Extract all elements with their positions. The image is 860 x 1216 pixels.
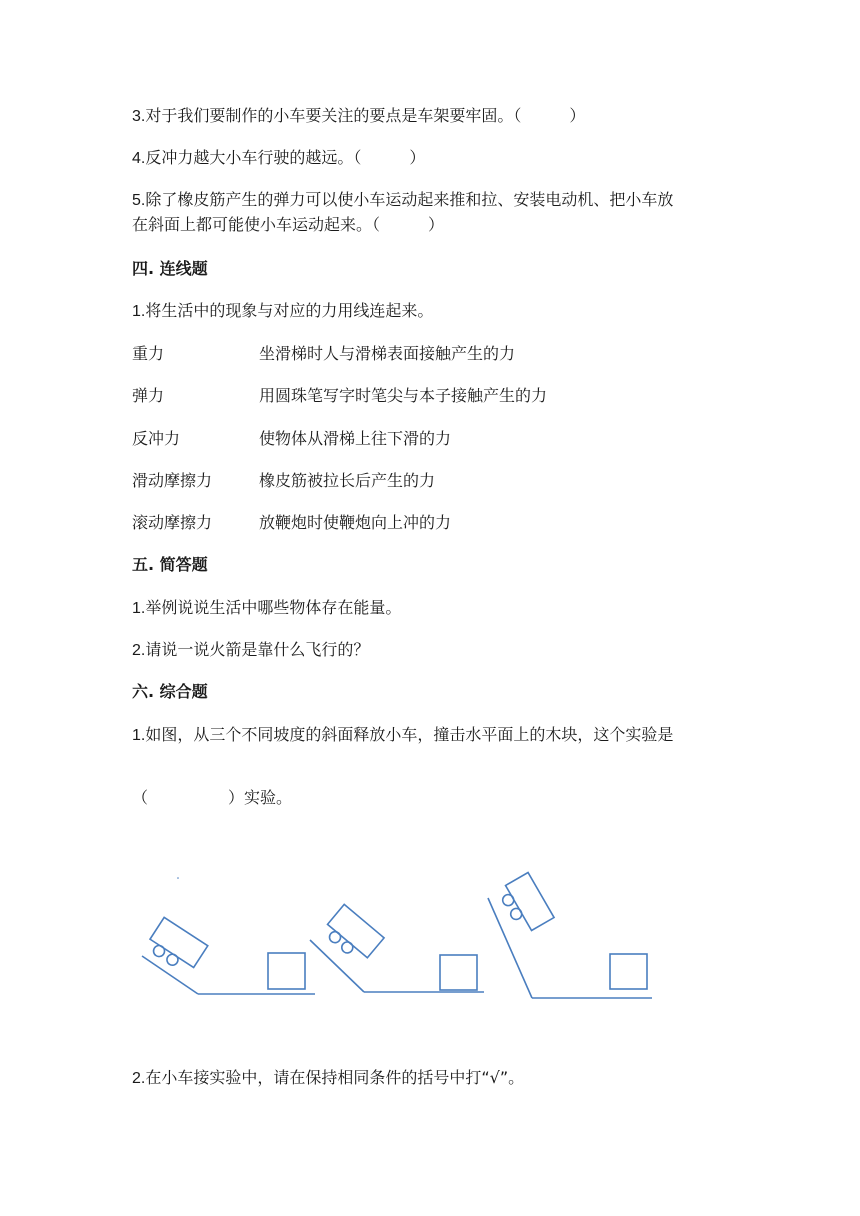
- ramp-setup-1: [142, 917, 315, 994]
- section-heading-comprehensive: 六. 综合题: [132, 682, 208, 701]
- judgement-item-5-line1: [132, 188, 673, 213]
- item-text: 在小车接实验中，请在保持相同条件的括号中打“√”。: [145, 1068, 525, 1087]
- item-number: 2.: [132, 1070, 146, 1087]
- wooden-block: [440, 955, 477, 990]
- phenomenon-label: 使物体从滑梯上往下滑的力: [259, 429, 452, 448]
- item-text: 请说一说火箭是靠什么飞行的？: [145, 640, 370, 659]
- judgement-item-5-line2: [132, 213, 444, 237]
- wheel-icon: [501, 893, 516, 908]
- wheel-icon: [509, 906, 524, 921]
- phenomenon-label: 用圆珠笔写字时笔尖与本子接触产生的力: [259, 386, 548, 405]
- section-heading-short-answer: 五. 简答题: [132, 555, 208, 574]
- force-label: 滑动摩擦力: [132, 471, 213, 490]
- judgement-item-4: [132, 146, 425, 171]
- cart-body: [150, 917, 208, 967]
- force-label: 重力: [132, 344, 165, 363]
- item-text: 反冲力越大小车行驶的越远。（ ）: [145, 148, 426, 167]
- wheel-icon: [151, 943, 166, 958]
- force-label: 反冲力: [132, 429, 181, 448]
- force-label: 滚动摩擦力: [132, 513, 213, 532]
- wheel-icon: [327, 929, 342, 944]
- comprehensive-question-1-blank: （ ）实验。: [132, 788, 293, 807]
- item-text: 如图，从三个不同坡度的斜面释放小车，撞击水平面上的木块，这个实验是: [145, 725, 674, 744]
- section-heading-matching: 四. 连线题: [132, 259, 208, 278]
- phenomenon-label: 放鞭炮时使鞭炮向上冲的力: [259, 513, 452, 532]
- ramp-setup-3: [488, 872, 652, 998]
- matching-question: [132, 299, 433, 324]
- cart: [144, 917, 207, 976]
- short-answer-item-2: [132, 638, 369, 663]
- ramp-incline: [142, 956, 198, 994]
- cart: [321, 904, 384, 965]
- wooden-block: [610, 954, 647, 989]
- item-number: 1.: [132, 600, 146, 617]
- phenomenon-label: 坐滑梯时人与滑梯表面接触产生的力: [259, 344, 516, 363]
- judgement-item-3: [132, 104, 585, 129]
- item-text: 举例说说生活中哪些物体存在能量。: [145, 598, 402, 617]
- force-label: 弹力: [132, 386, 165, 405]
- item-number: 5.: [132, 192, 146, 209]
- ramp-setup-2: [310, 904, 484, 992]
- wheel-icon: [340, 940, 355, 955]
- item-number: 2.: [132, 642, 146, 659]
- phenomenon-label: 橡皮筋被拉长后产生的力: [259, 471, 436, 490]
- stray-mark: [177, 877, 179, 879]
- short-answer-item-1: [132, 596, 401, 621]
- item-number: 4.: [132, 150, 146, 167]
- ramp-experiment-diagram: [130, 860, 670, 1010]
- wooden-block: [268, 953, 305, 989]
- item-number: 3.: [132, 108, 146, 125]
- cart: [496, 872, 554, 935]
- item-text-continued: 在斜面上都可能使小车运动起来。（ ）: [132, 215, 445, 234]
- comprehensive-question-2: [132, 1066, 524, 1091]
- item-text: 除了橡皮筋产生的弹力可以使小车运动起来推和拉、安装电动机、把小车放: [145, 190, 674, 209]
- wheel-icon: [165, 952, 180, 967]
- item-text: 对于我们要制作的小车要关注的要点是车架要牢固。（ ）: [145, 106, 586, 125]
- item-number: 1.: [132, 303, 146, 320]
- item-text: 将生活中的现象与对应的力用线连起来。: [145, 301, 434, 320]
- item-number: 1.: [132, 727, 146, 744]
- comprehensive-question-1: [132, 723, 673, 748]
- diagram-strokes: [142, 872, 652, 998]
